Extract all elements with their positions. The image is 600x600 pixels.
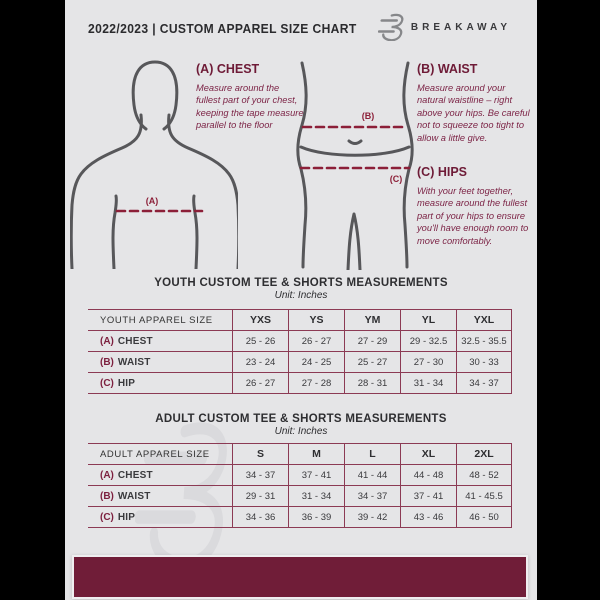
- breakaway-logo-icon: [378, 13, 404, 41]
- measure-code: (A): [100, 335, 114, 347]
- table-cell: 34 - 36: [232, 507, 288, 528]
- table-cell: 27 - 29: [344, 331, 400, 352]
- table-cell: 37 - 41: [400, 486, 456, 507]
- measure-name: WAIST: [117, 490, 151, 502]
- adult-col-header: 2XL: [456, 444, 512, 465]
- waist-guide-text: Measure around your natural waistline – right above your hips. Be careful not to squeeze too tight to allow a little give.: [417, 83, 530, 143]
- brand-name: BREAKAWAY: [410, 21, 511, 33]
- table-cell: 46 - 50: [456, 507, 512, 528]
- inner-leg-outline: [348, 214, 360, 270]
- table-cell: 29 - 32.5: [400, 331, 456, 352]
- measure-name: HIP: [117, 511, 136, 523]
- right-hip-leg-outline: [404, 63, 412, 267]
- adult-table-unit: Unit: Inches: [274, 426, 328, 437]
- footer-bar: [72, 555, 528, 599]
- adult-row-label: [88, 507, 232, 528]
- youth-col-header: YXL: [456, 310, 512, 331]
- adult-col-header: XL: [400, 444, 456, 465]
- table-cell: 34 - 37: [456, 373, 512, 394]
- table-cell: 24 - 25: [288, 352, 344, 373]
- adult-col-header: L: [344, 444, 400, 465]
- size-chart-document: [65, 0, 537, 600]
- chest-guide: [196, 62, 304, 132]
- table-cell: 36 - 39: [288, 507, 344, 528]
- measure-code: (C): [100, 377, 114, 389]
- table-cell: 25 - 26: [232, 331, 288, 352]
- youth-col-header: YL: [400, 310, 456, 331]
- table-cell: 29 - 31: [232, 486, 288, 507]
- measure-code: (B): [100, 356, 114, 368]
- page-title: 2022/2023 | CUSTOM APPAREL SIZE CHART: [88, 21, 357, 36]
- table-cell: 27 - 28: [288, 373, 344, 394]
- youth-col-header: YOUTH APPAREL SIZE: [88, 310, 232, 331]
- adult-col-header: M: [288, 444, 344, 465]
- table-cell: 25 - 27: [344, 352, 400, 373]
- table-cell: 27 - 30: [400, 352, 456, 373]
- hips-marker-label: (C): [389, 174, 403, 184]
- measure-name: CHEST: [117, 469, 153, 481]
- adult-table-title: ADULT CUSTOM TEE & SHORTS MEASUREMENTS: [155, 413, 447, 425]
- table-cell: 23 - 24: [232, 352, 288, 373]
- table-cell: 28 - 31: [344, 373, 400, 394]
- table-cell: 44 - 48: [400, 465, 456, 486]
- table-cell: 26 - 27: [288, 331, 344, 352]
- youth-row-label: [88, 373, 232, 394]
- measure-code: (C): [100, 511, 114, 523]
- table-cell: 41 - 44: [344, 465, 400, 486]
- adult-size-table: [88, 443, 512, 528]
- adult-row-label: [88, 486, 232, 507]
- table-cell: 30 - 33: [456, 352, 512, 373]
- chest-guide-heading: (A) CHEST: [196, 62, 260, 76]
- table-cell: 26 - 27: [232, 373, 288, 394]
- chest-guide-text: Measure around the fullest part of your chest, keeping the tape measure parallel to the floor: [196, 83, 304, 131]
- table-cell: 37 - 41: [288, 465, 344, 486]
- youth-table-title: YOUTH CUSTOM TEE & SHORTS MEASUREMENTS: [154, 277, 448, 289]
- table-cell: 41 - 45.5: [456, 486, 512, 507]
- youth-row-label: [88, 331, 232, 352]
- table-cell: 34 - 37: [232, 465, 288, 486]
- youth-row-label: [88, 352, 232, 373]
- hips-guide-heading: (C) HIPS: [417, 165, 467, 179]
- table-cell: 32.5 - 35.5: [456, 331, 512, 352]
- right-shoulder-arm-outline: [169, 115, 238, 269]
- chest-marker-label: (A): [145, 196, 159, 206]
- head-outline: [133, 62, 177, 129]
- table-cell: 48 - 52: [456, 465, 512, 486]
- hips-guide: [417, 165, 537, 247]
- waist-guide-heading: (B) WAIST: [417, 62, 478, 76]
- left-shoulder-arm-outline: [71, 115, 141, 269]
- navel-mark: [349, 141, 361, 144]
- youth-size-table: [88, 309, 512, 394]
- left-inner-arm-outline: [113, 196, 116, 269]
- measure-name: WAIST: [117, 356, 151, 368]
- hips-guide-text: With your feet together, measure around the fullest part of your hips to ensure you'll have enough room to move comfortably.: [417, 186, 529, 246]
- adult-col-header: ADULT APPAREL SIZE: [88, 444, 232, 465]
- adult-col-header: S: [232, 444, 288, 465]
- measure-name: HIP: [117, 377, 136, 389]
- youth-table-unit: Unit: Inches: [274, 290, 328, 301]
- youth-col-header: YM: [344, 310, 400, 331]
- table-cell: 31 - 34: [400, 373, 456, 394]
- brand-lockup: [378, 13, 511, 41]
- measure-name: CHEST: [117, 335, 153, 347]
- youth-col-header: YS: [288, 310, 344, 331]
- youth-col-header: YXS: [232, 310, 288, 331]
- hip-band-curve: [301, 147, 409, 155]
- waist-guide: [417, 62, 533, 144]
- table-cell: 34 - 37: [344, 486, 400, 507]
- lower-body-diagram: [292, 57, 418, 270]
- table-cell: 31 - 34: [288, 486, 344, 507]
- table-cell: 39 - 42: [344, 507, 400, 528]
- table-cell: 43 - 46: [400, 507, 456, 528]
- waist-marker-label: (B): [361, 111, 375, 121]
- measure-code: (A): [100, 469, 114, 481]
- adult-row-label: [88, 465, 232, 486]
- measure-code: (B): [100, 490, 114, 502]
- right-inner-arm-outline: [194, 196, 197, 269]
